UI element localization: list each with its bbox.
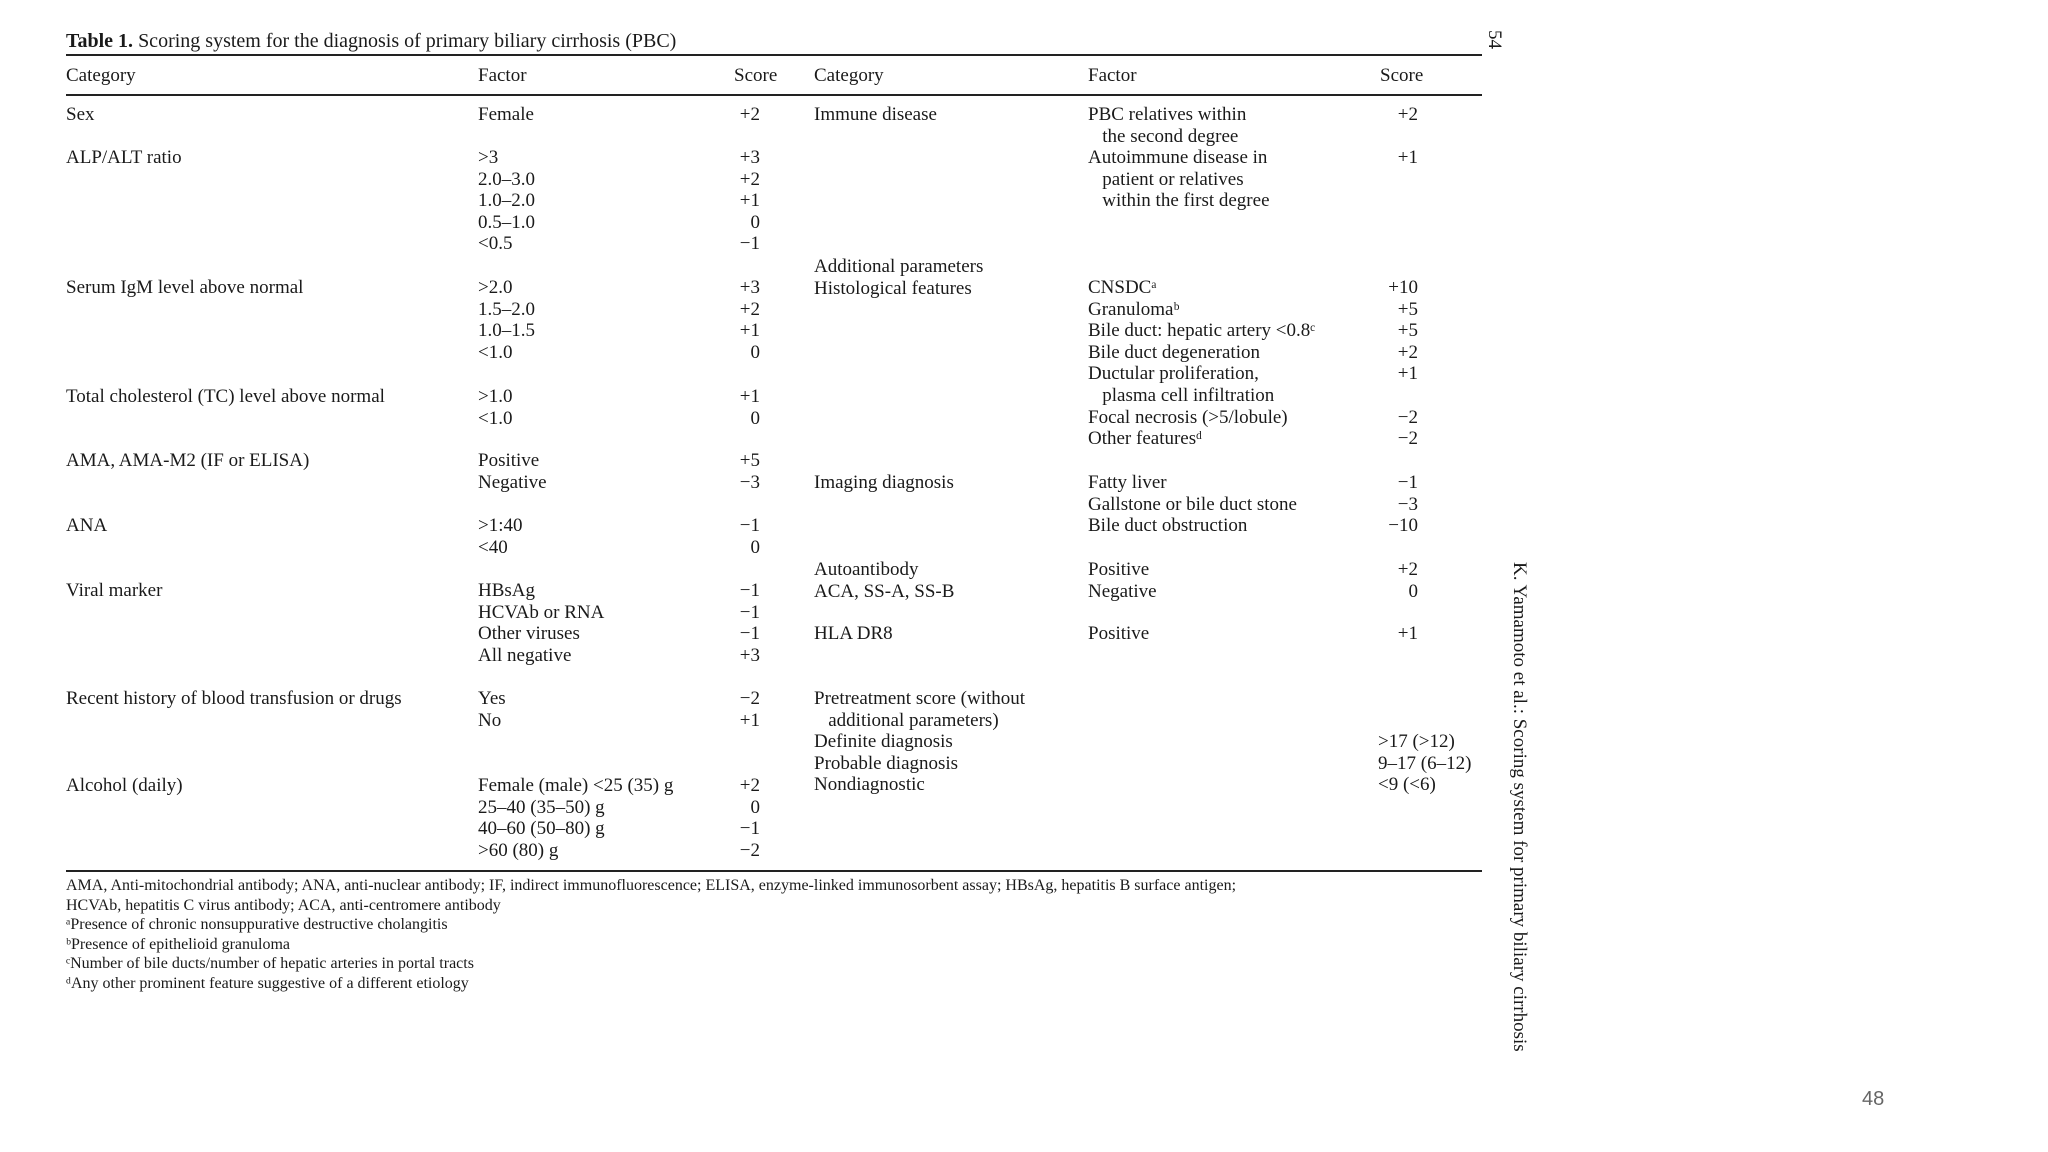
table-caption [66,30,676,53]
left-category-viral: Viral marker [66,580,163,601]
right-category-imaging: Imaging diagnosis [814,472,954,493]
right-score-hla: +1 [1397,623,1418,644]
table-caption-text: Scoring system for the diagnosis of primary biliary cirrhosis (PBC) [138,30,677,52]
left-factor-ama: Positive Negative [478,450,547,493]
right-score-imaging: −1 −3 −10 [1388,472,1418,537]
header-factor-right: Factor [1088,65,1137,86]
table-caption-label: Table 1. [66,30,134,52]
right-category-autoantibody: Autoantibody ACA, SS-A, SS-B [814,559,955,602]
left-factor-alp-alt: >3 2.0–3.0 1.0–2.0 0.5–1.0 <0.5 [478,147,535,255]
left-score-ana: −1 0 [739,515,760,558]
left-category-sex: Sex [66,104,95,125]
left-factor-tc: >1.0 <1.0 [478,386,513,429]
right-factor-imaging: Fatty liver Gallstone or bile duct stone Bile duct obstruction [1088,472,1297,537]
header-rule [66,94,1482,96]
footnote-abbreviations-cont: HCVAb, hepatitis C virus antibody; ACA, anti-centromere antibody [66,896,501,914]
header-score-left: Score [734,65,778,86]
right-category-hla: HLA DR8 [814,623,893,644]
left-category-ama: AMA, AMA-M2 (IF or ELISA) [66,450,310,471]
footnote-a: ᵃPresence of chronic nonsuppurative destructive cholangitis [66,916,448,933]
left-category-alp-alt: ALP/ALT ratio [66,147,182,168]
footnote-abbreviations: AMA, Anti-mitochondrial antibody; ANA, anti-nuclear antibody; IF, indirect immunofluorescence; ELISA, enzyme-linked immunosorbent assay; HBsAg, hepatitis B surface antigen; [66,877,1237,894]
top-rule [66,54,1482,56]
left-category-tc: Total cholesterol (TC) level above normal [66,386,385,407]
left-score-sex: +2 [739,104,760,125]
right-factor-hla: Positive [1088,623,1150,644]
left-category-igm: Serum IgM level above normal [66,277,304,298]
footnote-b: ᵇPresence of epithelioid granuloma [66,935,290,953]
right-score-autoantibody: +2 0 [1397,559,1418,602]
right-factor-histology: CNSDCᵃ Granulomaᵇ Bile duct: hepatic artery <0.8ᶜ Bile duct degeneration Ductular proliferation, plasma cell infiltration Focal necrosis (>5/lobule) Other featuresᵈ [1088,277,1316,450]
right-score-histology: +10 +5 +5 +2 +1 −2 −2 [1388,277,1418,450]
left-score-alcohol: +2 0 −1 −2 [739,775,760,861]
left-factor-viral: HBsAg HCVAb or RNA Other viruses All negative [478,580,605,666]
right-score-pretreatment: >17 (>12) 9–17 (6–12) <9 (<6) [1378,731,1472,796]
left-category-transfusion: Recent history of blood transfusion or drugs [66,688,402,709]
right-category-pretreatment: Pretreatment score (without additional parameters) Definite diagnosis Probable diagnosis Nondiagnostic [814,688,1026,796]
left-score-transfusion: −2 +1 [739,688,760,731]
left-score-tc: +1 0 [739,386,760,429]
bottom-rule [66,870,1482,872]
left-category-alcohol: Alcohol (daily) [66,775,183,796]
right-score-immune: +2 +1 [1397,104,1418,169]
left-factor-transfusion: Yes No [478,688,506,731]
running-head: K. Yamamoto et al.: Scoring system for primary biliary cirrhosis [1509,562,1530,1052]
footnote-d: ᵈAny other prominent feature suggestive of a different etiology [66,974,469,992]
header-score-right: Score [1380,65,1424,86]
right-factor-autoantibody: Positive Negative [1088,559,1157,602]
footnotes [66,876,1486,993]
left-factor-ana: >1:40 <40 [478,515,523,558]
right-category-immune: Immune disease [814,104,937,125]
left-factor-alcohol: Female (male) <25 (35) g 25–40 (35–50) g 40–60 (50–80) g >60 (80) g [478,775,674,861]
left-factor-sex: Female [478,104,534,125]
left-category-ana: ANA [66,515,108,536]
footnote-c: ᶜNumber of bile ducts/number of hepatic arteries in portal tracts [66,955,474,972]
left-score-igm: +3 +2 +1 0 [739,277,760,363]
left-score-viral: −1 −1 −1 +3 [739,580,760,666]
right-category-histology: Additional parameters Histological features [814,256,984,299]
left-score-alp-alt: +3 +2 +1 0 −1 [739,147,760,255]
left-factor-igm: >2.0 1.5–2.0 1.0–1.5 <1.0 [478,277,535,363]
slide-number: 48 [1862,1088,1885,1110]
journal-page-number: 54 [1484,30,1505,49]
left-score-ama: +5 −3 [739,450,760,493]
header-category-left: Category [66,65,136,86]
right-factor-immune: PBC relatives within the second degree Autoimmune disease in patient or relatives within the first degree [1088,104,1270,212]
header-factor-left: Factor [478,65,527,86]
header-category-right: Category [814,65,884,86]
